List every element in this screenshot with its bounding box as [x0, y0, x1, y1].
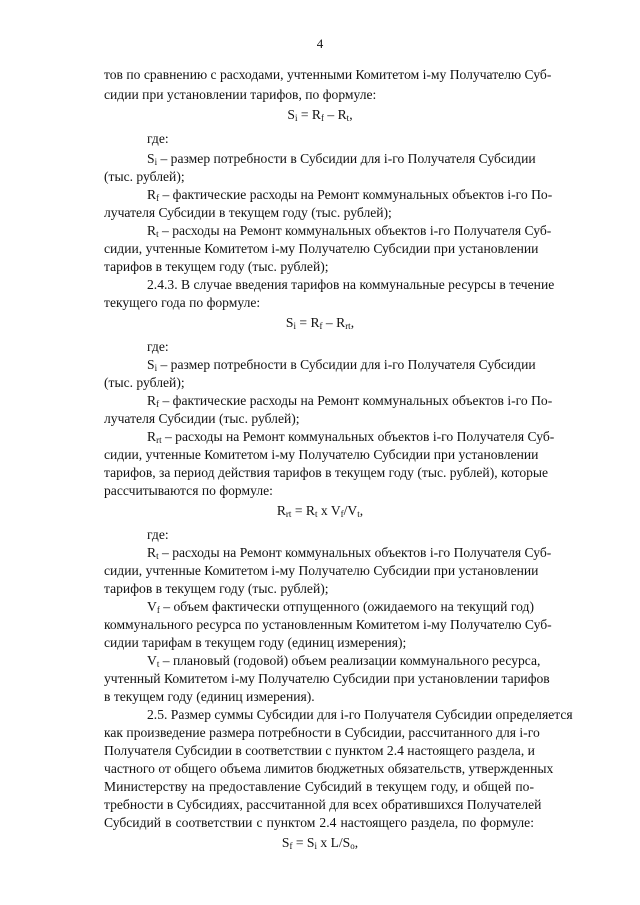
text-line: $S_i$ – размер потребности в Субсидии для i-го Получателя Субсидии: [147, 357, 536, 373]
text-line: коммунального ресурса по установленным Комитетом i-му Получателю Суб-: [104, 617, 552, 632]
text-line: требности в Субсидиях, рассчитанной для всех обратившихся Получателей: [104, 797, 542, 812]
formula-si: $S_i = R_f - R_t$,: [287, 107, 353, 123]
text-line: сидии тарифам в текущем году (единиц измерения);: [104, 635, 407, 650]
text-line: как произведение размера потребности в Субсидии, рассчитанного для i-го: [104, 725, 540, 740]
where-label: где:: [147, 339, 169, 354]
formula-sf: $S_f = S_i$ x $L/S_o$,: [281, 835, 359, 851]
text-line: рассчитываются по формуле:: [104, 483, 273, 498]
text-line: $V_f$ – объем фактически отпущенного (ожидаемого на текущий год): [147, 599, 534, 615]
text-line: $V_t$ – плановый (годовой) объем реализации коммунального ресурса,: [147, 653, 541, 669]
formula-rrt: $R_{rt} = R_t$ x $V_f/V_t$,: [276, 503, 364, 519]
text-line: Получателя Субсидии в соответствии с пунктом 2.4 настоящего раздела, и: [104, 743, 535, 758]
text-line: $S_i$ – размер потребности в Субсидии для i-го Получателя Субсидии: [147, 151, 536, 167]
text-line: $R_t$ – расходы на Ремонт коммунальных объектов i-го Получателя Суб-: [147, 223, 552, 239]
where-label: где:: [147, 131, 169, 146]
text-line: тарифов в текущем году (тыс. рублей);: [104, 581, 329, 596]
text-line: лучателя Субсидии (тыс. рублей);: [104, 411, 300, 426]
text-line: сидии, учтенные Комитетом i-му Получателю Субсидии при установлении: [104, 563, 539, 578]
text-line: лучателя Субсидии в текущем году (тыс. рублей);: [104, 205, 392, 220]
text-line: (тыс. рублей);: [104, 169, 185, 184]
where-label: где:: [147, 527, 169, 542]
text-line: тов по сравнению с расходами, учтенными Комитетом i-му Получателю Суб-: [104, 67, 552, 82]
text-line: частного от общего объема лимитов бюджетных обязательств, утвержденных: [104, 761, 554, 776]
text-line: сидии при установлении тарифов, по формуле:: [104, 87, 377, 102]
formula-si-2: $S_i = R_f - R_{rt}$,: [285, 315, 355, 331]
text-line: $R_f$ – фактические расходы на Ремонт коммунальных объектов i-го По-: [147, 393, 553, 409]
text-line: тарифов в текущем году (тыс. рублей);: [104, 259, 329, 274]
text-line: сидии, учтенные Комитетом i-му Получателю Субсидии при установлении: [104, 447, 539, 462]
text-line: (тыс. рублей);: [104, 375, 185, 390]
text-line: 2.4.3. В случае введения тарифов на коммунальные ресурсы в течение: [147, 277, 555, 292]
text-line: Министерству на предоставление Субсидий в текущем году, и общей по-: [104, 779, 534, 794]
text-line: в текущем году (единиц измерения).: [104, 689, 315, 704]
text-line: сидии, учтенные Комитетом i-му Получателю Субсидии при установлении: [104, 241, 539, 256]
text-line: учтенный Комитетом i-му Получателю Субсидии при установлении тарифов: [104, 671, 550, 686]
text-line: тарифов, за период действия тарифов в текущем году (тыс. рублей), которые: [104, 465, 549, 480]
text-line: $R_t$ – расходы на Ремонт коммунальных объектов i-го Получателя Суб-: [147, 545, 552, 561]
text-line: Субсидий в соответствии с пунктом 2.4 настоящего раздела, по формуле:: [104, 815, 534, 830]
text-line: $R_{rt}$ – расходы на Ремонт коммунальных объектов i-го Получателя Суб-: [147, 429, 555, 445]
text-line: 2.5. Размер суммы Субсидии для i-го Получателя Субсидии определяется: [147, 707, 573, 722]
page-number: 4: [316, 36, 324, 51]
text-line: $R_f$ – фактические расходы на Ремонт коммунальных объектов i-го По-: [147, 187, 553, 203]
text-line: текущего года по формуле:: [104, 295, 261, 310]
